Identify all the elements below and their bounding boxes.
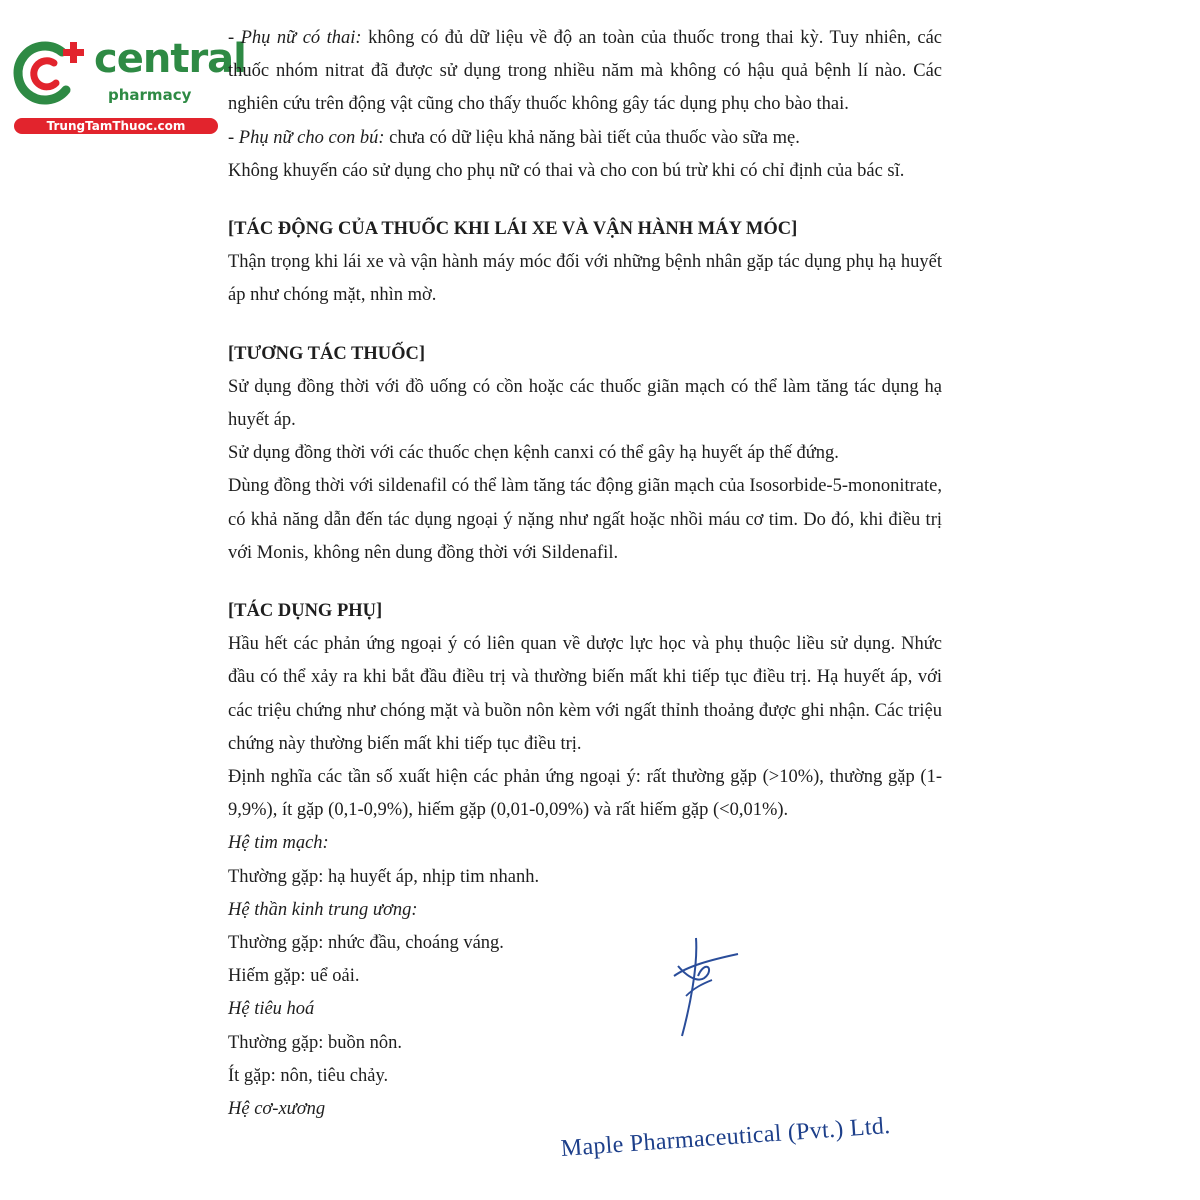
pregnancy-text: không có đủ dữ liệu về độ an toàn của thuốc trong thai kỳ. Tuy nhiên, các thuốc nhóm nitrat đã được sử dụng trong nhiều năm mà không có hậu quả bệnh lí nào. Các nghiên cứu trên động vật cũng cho thấy thuốc không gây tác dụng phụ cho bào thai.: [228, 28, 942, 115]
company-stamp: Maple Pharmaceutical (Pvt.) Ltd.: [560, 1112, 892, 1162]
logo-c-cross-icon: [10, 36, 92, 108]
logo-url-badge: TrungTamThuoc.com: [14, 118, 218, 134]
driving-heading: [TÁC ĐỘNG CỦA THUỐC KHI LÁI XE VÀ VẬN HÀNH MÁY MÓC]: [228, 219, 798, 240]
cardio-common: Thường gặp: hạ huyết áp, nhịp tim nhanh.: [228, 866, 540, 887]
pregnancy-paragraph: [228, 22, 942, 122]
gi-label: Hệ tiêu hoá: [228, 999, 315, 1020]
interactions-heading: [TƯƠNG TÁC THUỐC]: [228, 343, 426, 364]
breastfeeding-paragraph: [228, 122, 942, 155]
breastfeeding-text: chưa có dữ liệu khả năng bài tiết của thuốc vào sữa mẹ.: [384, 127, 800, 148]
side-effects-heading: [TÁC DỤNG PHỤ]: [228, 601, 383, 622]
musculo-label: Hệ cơ-xương: [228, 1099, 326, 1120]
document-body: [228, 22, 942, 1126]
gi-uncommon: Ít gặp: nôn, tiêu chảy.: [228, 1065, 389, 1086]
logo-subtitle: pharmacy: [108, 86, 192, 104]
central-pharmacy-logo: [10, 36, 246, 136]
recommendation-text: Không khuyến cáo sử dụng cho phụ nữ có thai và cho con bú trừ khi có chỉ định của bác sĩ.: [228, 160, 905, 181]
signature-icon: [668, 936, 744, 1040]
interactions-paragraph-2: Sử dụng đồng thời với các thuốc chẹn kệnh canxi có thể gây hạ huyết áp thế đứng.: [228, 443, 839, 464]
driving-text: Thận trọng khi lái xe và vận hành máy móc đối với những bệnh nhân gặp tác dụng phụ hạ huyết áp như chóng mặt, nhìn mờ.: [228, 252, 942, 306]
pregnancy-label: - Phụ nữ có thai:: [228, 28, 362, 48]
cns-rare: Hiếm gặp: uể oải.: [228, 966, 360, 987]
gi-common: Thường gặp: buồn nôn.: [228, 1032, 402, 1053]
breastfeeding-label: - Phụ nữ cho con bú:: [228, 127, 385, 148]
interactions-paragraph-3: Dùng đồng thời với sildenafil có thể làm tăng tác động giãn mạch của Isosorbide-5-mononitrate, có khả năng dẫn đến tác dụng ngoại ý nặng như ngất hoặc nhồi máu cơ tim. Do đó, khi điều trị với Monis, không nên dung đồng thời với Sildenafil.: [228, 476, 942, 563]
cns-common: Thường gặp: nhức đầu, choáng váng.: [228, 933, 504, 954]
side-effects-frequency: Định nghĩa các tần số xuất hiện các phản ứng ngoại ý: rất thường gặp (>10%), thường gặp (1-9,9%), ít gặp (0,1-0,9%), hiếm gặp (0,01-0,09%) và rất hiếm gặp (<0,01%).: [228, 767, 942, 821]
cns-label: Hệ thần kinh trung ương:: [228, 899, 418, 920]
cardio-label: Hệ tim mạch:: [228, 833, 329, 854]
logo-name: central: [94, 36, 246, 82]
interactions-paragraph-1: Sử dụng đồng thời với đồ uống có cồn hoặc các thuốc giãn mạch có thể làm tăng tác dụng hạ huyết áp.: [228, 376, 942, 431]
side-effects-paragraph-1: Hầu hết các phản ứng ngoại ý có liên quan về dược lực học và phụ thuộc liều sử dụng. Nhức đầu có thể xảy ra khi bắt đầu điều trị và thường biến mất khi tiếp tục điều trị. Hạ huyết áp, với các triệu chứng như chóng mặt và buồn nôn kèm với ngất thỉnh thoảng được ghi nhận. Các triệu chứng này thường biến mất khi tiếp tục điều trị.: [228, 634, 942, 754]
